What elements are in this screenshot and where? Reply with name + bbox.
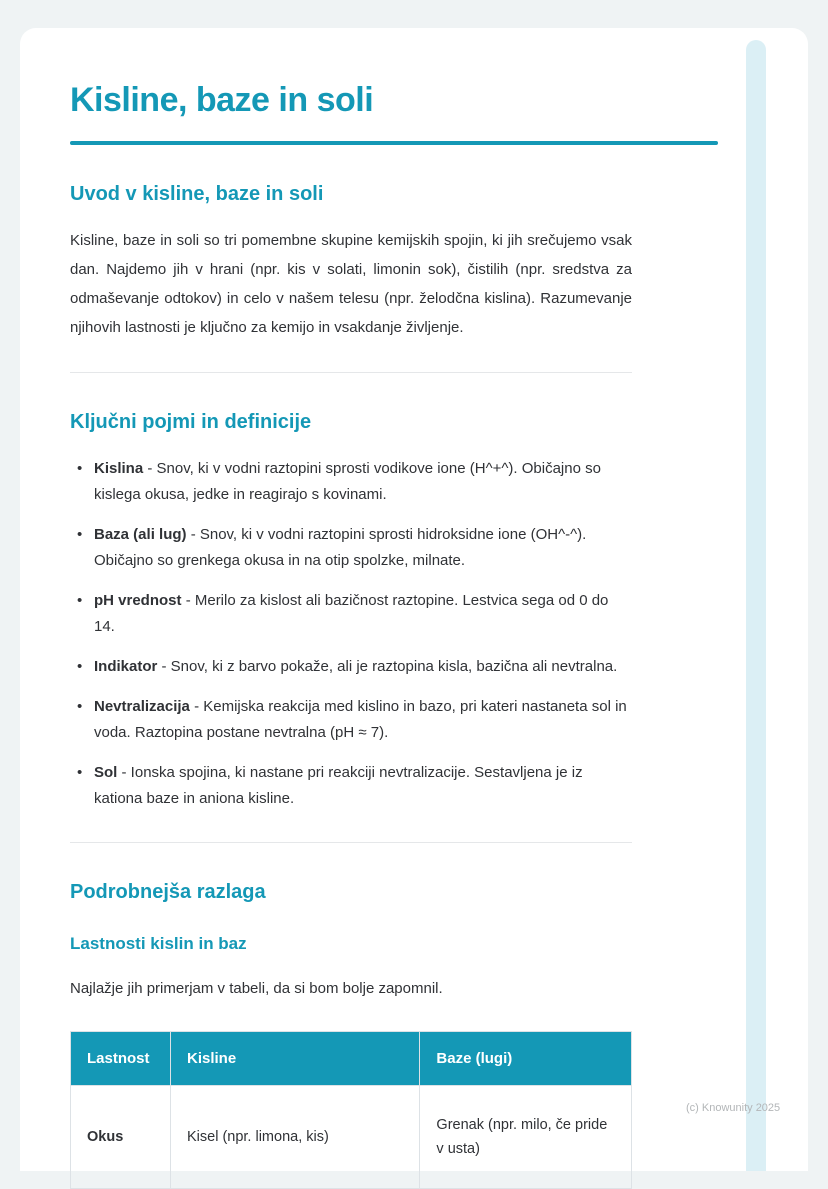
list-item-ph-vrednost — [70, 588, 632, 640]
list-item-baza — [70, 522, 632, 574]
properties-table — [70, 1031, 632, 1189]
term-label: Sol — [94, 763, 118, 781]
table-row-okus — [71, 1085, 632, 1188]
term-definition: - Snov, ki v vodni raztopini sprosti hidroksidne ione (OH^-^). Običajno so grenkega okusa in na otip spolzke, milnate. — [94, 525, 587, 569]
term-label: pH vrednost — [94, 591, 182, 609]
section-divider — [70, 842, 632, 843]
section-heading-razlaga: Podrobnejša razlaga — [70, 880, 266, 903]
intro-paragraph: Kisline, baze in soli so tri pomembne skupine kemijskih spojin, ki jih srečujemo vsak dan. Najdemo jih v hrani (npr. kis v solati, limonin sok), čistilih (npr. sredstva za odmaševanje odtokov) in celo v našem telesu (npr. želodčna kislina). Razumevanje njihovih lastnosti je ključno za kemijo in vsakdanje življenje. — [70, 231, 632, 336]
list-item-sol — [70, 760, 632, 812]
term-label: Kislina — [94, 459, 144, 477]
table-cell-lastnost: Okus — [71, 1085, 171, 1188]
section-heading-uvod: Uvod v kisline, baze in soli — [70, 182, 324, 205]
title-divider — [70, 141, 718, 145]
table-intro-text: Najlažje jih primerjam v tabeli, da si bom bolje zapomnil. — [70, 979, 443, 997]
subsection-heading-lastnosti: Lastnosti kislin in baz — [70, 933, 247, 953]
page-title: Kisline, baze in soli — [70, 81, 374, 119]
section-heading-pojmi: Ključni pojmi in definicije — [70, 410, 312, 433]
term-label: Nevtralizacija — [94, 697, 190, 715]
terms-list — [70, 456, 632, 812]
table-header-row — [71, 1031, 632, 1085]
column-header-lastnost: Lastnost — [71, 1031, 171, 1085]
section-divider — [70, 372, 632, 373]
watermark-text: (c) Knowunity 2025 — [686, 1102, 781, 1114]
term-label: Baza (ali lug) — [94, 525, 187, 543]
term-label: Indikator — [94, 657, 158, 675]
column-header-kisline: Kisline — [170, 1031, 419, 1085]
term-definition: - Kemijska reakcija med kislino in bazo, pri kateri nastaneta sol in voda. Raztopina postane nevtralna (pH ≈ 7). — [94, 697, 627, 741]
table-cell-baze: Grenak (npr. milo, če pride v usta) — [420, 1085, 632, 1188]
document-page — [20, 28, 808, 1171]
document-content — [20, 28, 720, 1189]
list-item-nevtralizacija — [70, 694, 632, 746]
term-definition: - Snov, ki z barvo pokaže, ali je raztopina kisla, bazična ali nevtralna. — [161, 657, 618, 675]
table-cell-kisline: Kisel (npr. limona, kis) — [170, 1085, 419, 1188]
list-item-indikator — [70, 654, 632, 680]
scrollbar-strip[interactable] — [746, 40, 766, 1171]
column-header-baze: Baze (lugi) — [420, 1031, 632, 1085]
term-definition: - Merilo za kislost ali bazičnost raztopine. Lestvica sega od 0 do 14. — [94, 591, 609, 635]
list-item-kislina — [70, 456, 632, 508]
term-definition: - Ionska spojina, ki nastane pri reakciji nevtralizacije. Sestavljena je iz kationa baze in aniona kisline. — [94, 763, 583, 807]
term-definition: - Snov, ki v vodni raztopini sprosti vodikove ione (H^+^). Običajno so kislega okusa, jedke in reagirajo s kovinami. — [94, 459, 601, 503]
